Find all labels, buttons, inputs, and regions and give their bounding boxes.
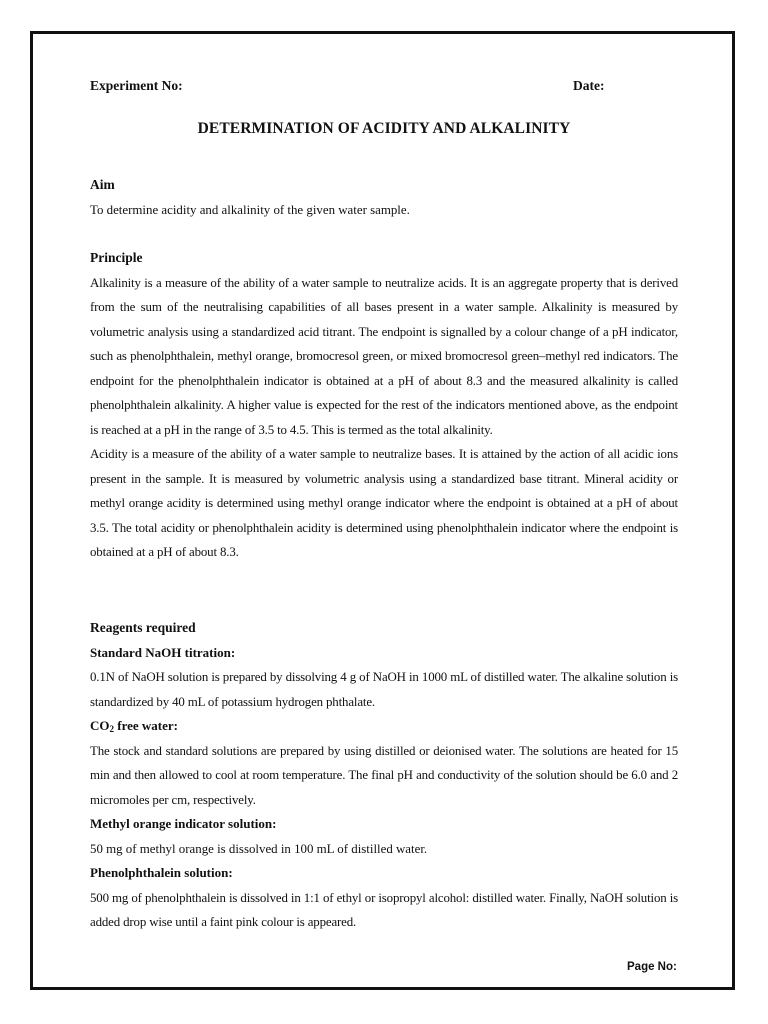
aim-heading: Aim (90, 177, 115, 192)
principle-paragraph-alkalinity: Alkalinity is a measure of the ability of a water sample to neutralize acids. It is an aggregate property that is derived from the sum of the neutralising capabilities of all bases present in a water sample. Alkalinity is measured by volumetric analysis using a standardized acid titrant. The endpoint is signalled by a colour change of a pH indicator, such as phenolphthalein, methyl orange, bromocresol green, or mixed bromocresol green–methyl red indicators. The endpoint for the phenolphthalein indicator is obtained at a pH of about 8.3 and the measured alkalinity is called phenolphthalein alkalinity. A higher value is expected for the rest of the indicators mentioned above, as the endpoint is reached at a pH in the range of 3.5 to 4.5. This is termed as the total alkalinity. (90, 275, 678, 437)
reagents-heading: Reagents required (90, 620, 196, 635)
principle-section (90, 246, 678, 565)
document-header (90, 78, 678, 98)
principle-heading: Principle (90, 250, 143, 265)
naoh-heading: Standard NaOH titration: (90, 644, 236, 660)
phenolphthalein-heading: Phenolphthalein solution: (90, 865, 233, 880)
methyl-orange-heading: Methyl orange indicator solution: (90, 816, 277, 831)
reagents-section (90, 616, 678, 935)
methyl-orange-text: 50 mg of methyl orange is dissolved in 100 mL of distilled water. (90, 841, 428, 856)
document-title: DETERMINATION OF ACIDITY AND ALKALINITY (197, 120, 571, 137)
co2-free-water-text: The stock and standard solutions are prepared by using distilled or deionised water. The solutions are heated for 15 min and then allowed to cool at room temperature. The final pH and conductivity of the solution should be 6.0 and 2 micromoles per cm, respectively. (90, 743, 678, 807)
naoh-text: 0.1N of NaOH solution is prepared by dissolving 4 g of NaOH in 1000 mL of distilled water. The alkaline solution is standardized by 40 mL of potassium hydrogen phthalate. (90, 670, 678, 709)
phenolphthalein-text: 500 mg of phenolphthalein is dissolved in 1:1 of ethyl or isopropyl alcohol: distilled water. Finally, NaOH solution is added drop wise until a faint pink colour is appeared. (90, 890, 678, 929)
aim-section (90, 173, 678, 222)
date-label: Date: (573, 78, 605, 93)
co2-free-water-heading: $CO_2$ free water: (90, 718, 178, 734)
principle-paragraph-acidity: Acidity is a measure of the ability of a water sample to neutralize bases. It is attained by the action of all acidic ions present in the sample. It is measured by volumetric analysis using a standardized base titrant. Mineral acidity or methyl orange acidity is determined using methyl orange indicator where the endpoint is obtained at a pH of about 3.5. The total acidity or phenolphthalein acidity is determined using phenolphthalein indicator where the endpoint is obtained at a pH of about 8.3. (90, 447, 678, 559)
aim-text: To determine acidity and alkalinity of the given water sample. (90, 202, 410, 217)
page-number-label: Page No: (627, 961, 677, 973)
experiment-number-label: Experiment No: (90, 78, 183, 93)
